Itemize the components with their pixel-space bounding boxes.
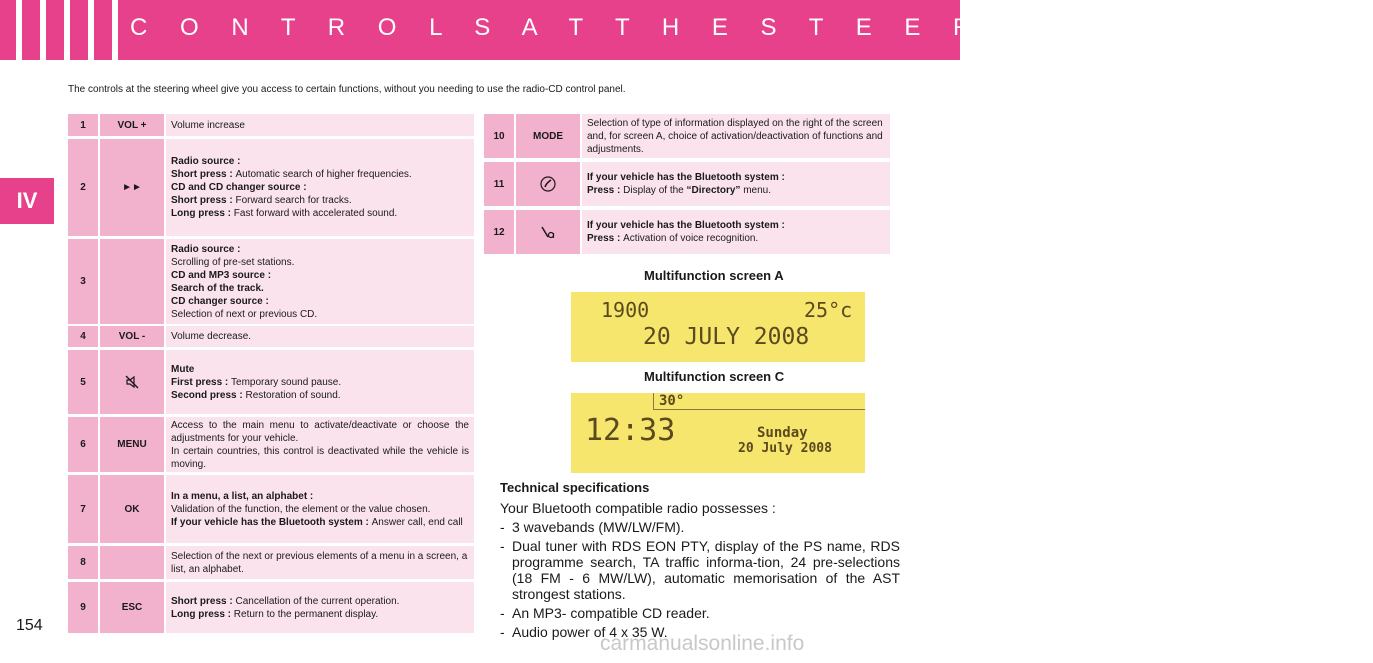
bold-text: Short press : bbox=[171, 169, 236, 180]
description-line bbox=[171, 445, 469, 471]
spec-item-text: 3 wavebands (MW/LW/FM). bbox=[512, 519, 685, 535]
control-key bbox=[100, 546, 164, 579]
description-line bbox=[171, 308, 469, 321]
control-row-4 bbox=[68, 326, 474, 347]
control-number: 5 bbox=[68, 350, 98, 414]
spec-item bbox=[500, 519, 900, 535]
bold-text: Press : bbox=[587, 233, 624, 244]
description-line bbox=[171, 550, 469, 576]
bold-text: Radio source : bbox=[171, 243, 241, 255]
control-row-2 bbox=[68, 139, 474, 236]
plain-text: Activation of voice recognition. bbox=[623, 233, 759, 244]
spec-item-text: Dual tuner with RDS EON PTY, display of the PS name, RDS programme search, TA traffic informa-tion, 24 pre-selections (18 FM - 6 MW/LW), automatic memorisation of the AST strongest stations. bbox=[512, 538, 900, 602]
description-line bbox=[587, 219, 885, 232]
plain-text: Automatic search of higher frequencies. bbox=[235, 169, 412, 180]
screen-a-title: Multifunction screen A bbox=[644, 268, 784, 283]
control-row-9 bbox=[68, 582, 474, 633]
bold-text: CD and MP3 source : bbox=[171, 269, 272, 281]
specs-lead: Your Bluetooth compatible radio possesses : bbox=[500, 500, 776, 516]
control-description bbox=[166, 326, 474, 347]
plain-text: Temporary sound pause. bbox=[231, 376, 342, 388]
control-description bbox=[582, 114, 890, 158]
plain-text: Display of the bbox=[623, 185, 687, 196]
control-key: VOL - bbox=[100, 326, 164, 347]
screen-c-time: 12:33 bbox=[585, 413, 676, 448]
plain-text: Validation of the function, the element or the value chosen. bbox=[171, 503, 431, 515]
control-number: 1 bbox=[68, 114, 98, 136]
control-row-3 bbox=[68, 239, 474, 324]
bullet-dash: - bbox=[500, 538, 505, 554]
chapter-tab: IV bbox=[0, 178, 54, 224]
control-key: ESC bbox=[100, 582, 164, 633]
control-key: VOL + bbox=[100, 114, 164, 136]
description-line bbox=[171, 363, 469, 376]
page-header bbox=[0, 0, 1373, 60]
header-stripe bbox=[40, 0, 46, 60]
description-line bbox=[171, 181, 469, 194]
bold-text: CD changer source : bbox=[171, 295, 269, 307]
plain-text: Forward search for tracks. bbox=[235, 195, 352, 206]
bold-text: If your vehicle has the Bluetooth system : bbox=[587, 172, 785, 183]
control-number: 6 bbox=[68, 417, 98, 472]
bold-text: Short press : bbox=[171, 195, 236, 206]
description-line bbox=[171, 194, 469, 207]
description-line bbox=[171, 269, 469, 282]
description-line bbox=[171, 243, 469, 256]
control-row-5 bbox=[68, 350, 474, 414]
description-line bbox=[171, 168, 469, 181]
header-stripe bbox=[112, 0, 118, 60]
description-line bbox=[171, 503, 469, 516]
screen-a-temp: 25°c bbox=[804, 298, 853, 322]
description-line bbox=[587, 117, 885, 156]
control-key: OK bbox=[100, 475, 164, 543]
header-stripe bbox=[64, 0, 70, 60]
screen-c-topbar bbox=[653, 393, 865, 410]
control-number: 8 bbox=[68, 546, 98, 579]
specs-heading: Technical specifications bbox=[500, 480, 650, 495]
description-line bbox=[587, 171, 885, 184]
control-description bbox=[166, 417, 474, 472]
intro-text: The controls at the steering wheel give you access to certain functions, without you needing to use the radio-CD control panel. bbox=[68, 84, 626, 95]
control-description bbox=[582, 210, 890, 254]
control-description bbox=[166, 114, 474, 136]
control-row-6 bbox=[68, 417, 474, 472]
plain-text: Return to the permanent display. bbox=[233, 608, 379, 620]
header-stripe bbox=[88, 0, 94, 60]
description-line bbox=[171, 119, 469, 132]
plain-text: Scrolling of pre-set stations. bbox=[171, 256, 295, 268]
bold-text: Mute bbox=[171, 363, 195, 375]
page-title: C O N T R O L S A T T H E S T E E R I N G W H E E L bbox=[130, 14, 1373, 41]
plain-text: Volume increase bbox=[171, 119, 245, 131]
bold-text: If your vehicle has the Bluetooth system : bbox=[587, 220, 785, 231]
plain-text: Access to the main menu to activate/deactivate or choose the adjustments for your vehicle. bbox=[171, 419, 469, 444]
plain-text: Selection of type of information displayed on the right of the screen and, for screen A, choice of activation/deactivation of functions and adjustments. bbox=[587, 117, 883, 155]
control-row-10 bbox=[484, 114, 890, 158]
screen-a-display bbox=[571, 292, 865, 362]
control-number: 10 bbox=[484, 114, 514, 158]
plain-text: menu. bbox=[740, 185, 771, 196]
bold-text: Second press : bbox=[171, 389, 246, 401]
plain-text: In certain countries, this control is deactivated while the vehicle is moving. bbox=[171, 445, 469, 470]
plain-text: Answer call, end call bbox=[371, 516, 463, 528]
control-description bbox=[582, 162, 890, 206]
bold-text: In a menu, a list, an alphabet : bbox=[171, 490, 314, 502]
bold-text: Radio source : bbox=[171, 156, 241, 167]
description-line bbox=[171, 516, 469, 529]
control-key bbox=[516, 162, 580, 206]
page-number: 154 bbox=[16, 617, 43, 634]
screen-c-display bbox=[571, 393, 865, 473]
bold-text: “Directory” bbox=[686, 185, 741, 196]
bullet-dash: - bbox=[500, 519, 505, 535]
header-stripe bbox=[16, 0, 22, 60]
control-description bbox=[166, 239, 474, 324]
description-line bbox=[171, 155, 469, 168]
plain-text: Volume decrease. bbox=[171, 331, 252, 342]
description-line bbox=[171, 376, 469, 389]
control-key: MODE bbox=[516, 114, 580, 158]
plain-text: Restoration of sound. bbox=[245, 389, 341, 401]
plain-text: Selection of next or previous CD. bbox=[171, 308, 318, 320]
bold-text: Long press : bbox=[171, 608, 234, 620]
spec-item-text: Audio power of 4 x 35 W. bbox=[512, 624, 668, 640]
spec-item bbox=[500, 605, 900, 621]
screen-c-title: Multifunction screen C bbox=[644, 369, 785, 384]
plain-text: Fast forward with accelerated sound. bbox=[233, 208, 398, 219]
description-line bbox=[171, 207, 469, 220]
control-description bbox=[166, 582, 474, 633]
control-row-1 bbox=[68, 114, 474, 136]
description-line bbox=[587, 184, 885, 197]
bold-text: Search of the track. bbox=[171, 282, 264, 294]
tech-specs bbox=[500, 480, 900, 640]
bold-text: If your vehicle has the Bluetooth system : bbox=[171, 516, 372, 528]
bold-text: Short press : bbox=[171, 595, 236, 607]
screen-c-day: Sunday bbox=[757, 425, 808, 441]
screen-c-temp: 30° bbox=[659, 393, 685, 409]
description-line bbox=[171, 330, 469, 343]
control-number: 11 bbox=[484, 162, 514, 206]
control-number: 2 bbox=[68, 139, 98, 236]
spec-item-text: An MP3- compatible CD reader. bbox=[512, 605, 710, 621]
control-key: ►► bbox=[100, 139, 164, 236]
control-key bbox=[516, 210, 580, 254]
screen-a-date: 20 JULY 2008 bbox=[643, 324, 810, 350]
control-description bbox=[166, 350, 474, 414]
spec-item bbox=[500, 538, 900, 602]
control-number: 4 bbox=[68, 326, 98, 347]
control-row-12 bbox=[484, 210, 890, 254]
control-number: 12 bbox=[484, 210, 514, 254]
screen-a-time: 1900 bbox=[601, 298, 650, 322]
description-line bbox=[587, 232, 885, 245]
bold-text: Press : bbox=[587, 185, 624, 196]
control-key: MENU bbox=[100, 417, 164, 472]
bullet-dash: - bbox=[500, 624, 505, 640]
description-line bbox=[171, 282, 469, 295]
phone-icon bbox=[539, 175, 557, 193]
control-row-7 bbox=[68, 475, 474, 543]
control-key bbox=[100, 239, 164, 324]
description-line bbox=[171, 595, 469, 608]
description-line bbox=[171, 608, 469, 621]
description-line bbox=[171, 389, 469, 402]
control-description bbox=[166, 546, 474, 579]
screen-c-date: 20 July 2008 bbox=[738, 441, 832, 456]
plain-text: Cancellation of the current operation. bbox=[235, 595, 400, 607]
bold-text: First press : bbox=[171, 376, 232, 388]
control-row-8 bbox=[68, 546, 474, 579]
description-line bbox=[171, 490, 469, 503]
control-number: 3 bbox=[68, 239, 98, 324]
control-description bbox=[166, 139, 474, 236]
control-key bbox=[100, 350, 164, 414]
control-number: 9 bbox=[68, 582, 98, 633]
control-description bbox=[166, 475, 474, 543]
watermark: carmanualsonline.info bbox=[600, 632, 805, 655]
bold-text: Long press : bbox=[171, 208, 234, 219]
control-row-11 bbox=[484, 162, 890, 206]
control-number: 7 bbox=[68, 475, 98, 543]
description-line bbox=[171, 256, 469, 269]
description-line bbox=[171, 419, 469, 445]
bullet-dash: - bbox=[500, 605, 505, 621]
mute-icon bbox=[125, 375, 139, 389]
bold-text: CD and CD changer source : bbox=[171, 182, 307, 193]
voice-recognition-icon bbox=[539, 224, 557, 240]
plain-text: Selection of the next or previous elements of a menu in a screen, a list, an alphabet. bbox=[171, 550, 468, 575]
description-line bbox=[171, 295, 469, 308]
